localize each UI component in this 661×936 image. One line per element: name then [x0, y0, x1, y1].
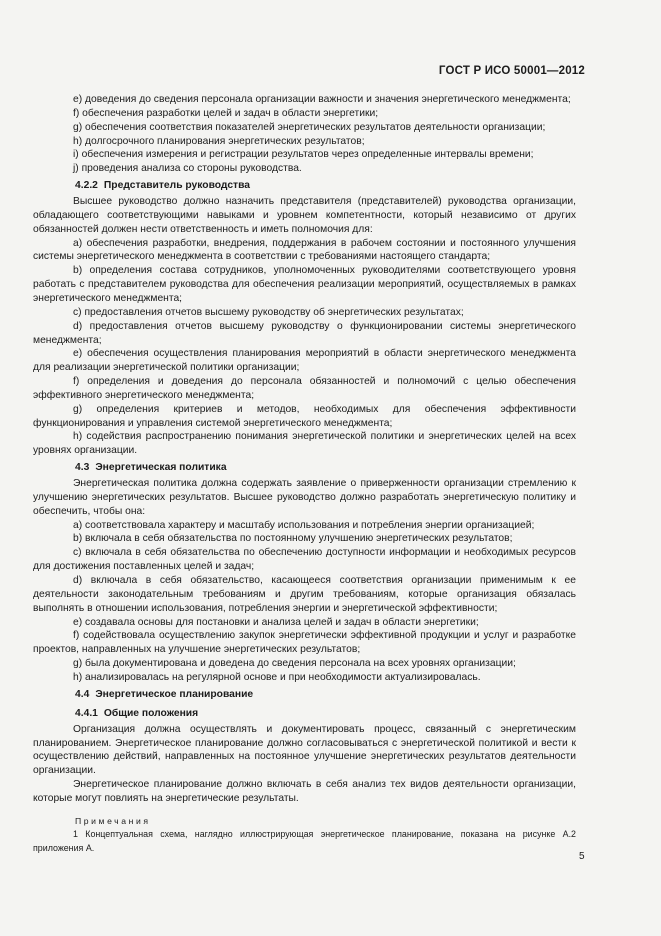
- list-item: а) соответствовала характеру и масштабу использования и потребления энергии организацией;: [73, 519, 535, 531]
- list-item: b) определения состава сотрудников, уполномоченных руководителями соответствующего уровня работать с представителем руководства для обеспечения реализации мероприятий, осуществляемых в рамках энергетического менеджмента;: [33, 265, 576, 304]
- note-item: 1 Концептуальная схема, наглядно иллюстрирующая энергетическое планирование, показана на рисунке А.2 приложения А.: [33, 828, 576, 853]
- list-item: i) обеспечения измерения и регистрации результатов через определенные интервалы времени;: [73, 149, 534, 161]
- list-item: h) анализировалась на регулярной основе и при необходимости актуализировалась.: [73, 671, 481, 683]
- list-item: f) содействовала осуществлению закупок энергетически эффективной продукции и услуг и разработке проектов, направленных на улучшение энергетических результатов;: [33, 630, 576, 656]
- list-item: g) определения критериев и методов, необходимых для обеспечения эффективности функционирования и управления системой энергетического менеджмента;: [33, 403, 576, 429]
- section-heading-4-2-2: [33, 176, 576, 195]
- section-title: Энергетическая политика: [95, 462, 227, 474]
- section-number: 4.4.1: [75, 707, 98, 719]
- list-item: g) была документирована и доведена до сведения персонала на всех уровнях организации;: [73, 658, 516, 670]
- section-heading-4-4: [33, 685, 576, 704]
- list-item: h) долгосрочного планирования энергетических результатов;: [73, 135, 365, 147]
- list-item: b) включала в себя обязательства по постоянному улучшению энергетических результатов;: [73, 533, 513, 545]
- list-item: f) обеспечения разработки целей и задач в области энергетики;: [73, 107, 379, 119]
- section-title: Представитель руководства: [103, 180, 251, 192]
- paragraph: Энергетическое планирование должно включать в себя анализ тех видов деятельности организации, которые могут повлиять на энергетические результаты.: [33, 779, 576, 804]
- list-item: d) предоставления отчетов высшему руководству о функционировании системы энергетического менеджмента;: [33, 320, 576, 346]
- list-item: е) доведения до сведения персонала организации важности и значения энергетического менеджмента;: [73, 94, 571, 105]
- section-number: 4.2.2: [75, 180, 98, 192]
- list-item: e) создавала основы для постановки и анализа целей и задач в области энергетики;: [73, 616, 479, 628]
- list-item: g) обеспечения соответствия показателей энергетических результатов деятельности организации;: [73, 121, 546, 133]
- list-item: h) содействия распространению понимания энергетической политики и энергетических целей на всех уровнях организации.: [33, 431, 576, 457]
- section-title: Общие положения: [103, 707, 199, 719]
- list-item: а) обеспечения разработки, внедрения, поддержания в рабочем состоянии и постоянного улучшения системы энергетического менеджмента в соответствии с требованиями настоящего стандарта;: [33, 237, 576, 263]
- page-number: 5: [579, 851, 585, 862]
- paragraph: Энергетическая политика должна содержать заявление о приверженности организации стремлению к улучшению энергетических результатов. Высшее руководство должно разработать энергетическую политику и обеспечить, чтобы она:: [33, 478, 576, 517]
- list-item: f) определения и доведения до персонала обязанностей и полномочий с целью обеспечения эффективного энергетического менеджмента;: [33, 376, 576, 401]
- section-heading-4-3: [33, 458, 576, 477]
- page-header: ГОСТ Р ИСО 50001—2012: [438, 65, 585, 77]
- section-title: Энергетическое планирование: [95, 688, 254, 700]
- paragraph: Высшее руководство должно назначить представителя (представителей) руководства организации, обладающего соответствующими навыками и уровнем компетентности, который независимо от других обязанностей должен нести ответственность и иметь полномочия для:: [33, 196, 576, 235]
- section-heading-4-4-1: [33, 704, 576, 723]
- document-body: [33, 93, 576, 855]
- list-item: c) предоставления отчетов высшему руководству об энергетических результатах;: [73, 306, 464, 318]
- list-item: j) проведения анализа со стороны руководства.: [73, 163, 302, 175]
- section-number: 4.4: [75, 688, 90, 700]
- section-number: 4.3: [75, 462, 90, 474]
- paragraph: Организация должна осуществлять и документировать процесс, связанный с энергетическим планированием. Энергетическое планирование должно согласовываться с энергетической политикой и вести к осуществлению действий, направленных на постоянное улучшение энергетических результатов деятельности организации.: [33, 723, 576, 777]
- list-item: e) обеспечения осуществления планирования мероприятий в области энергетического менеджмента для реализации энергетической политики организации;: [33, 348, 576, 374]
- notes-title: Примечания: [75, 815, 151, 826]
- list-item: c) включала в себя обязательства по обеспечению доступности информации и необходимых ресурсов для достижения поставленных целей и задач;: [33, 547, 576, 573]
- list-item: d) включала в себя обязательство, касающееся соответствия организации применимым к ее деятельности законодательным требованиям и другим требованиям, которые организация обязалась выполнять в отношении использования, потребления энергии и энергетической эффективности;: [33, 575, 576, 614]
